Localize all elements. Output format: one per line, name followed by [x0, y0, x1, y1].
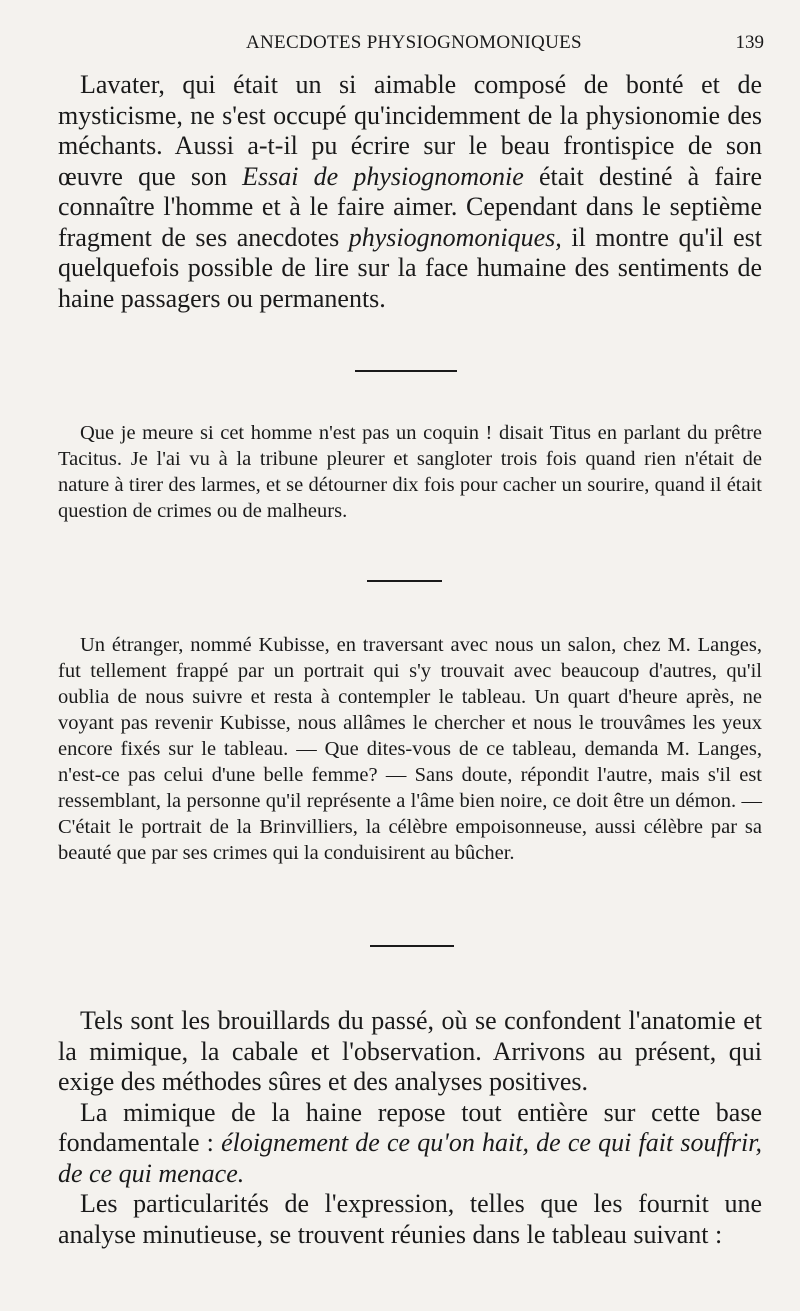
- anecdote-kubisse-block: [58, 632, 762, 866]
- anecdote-titus-block: [58, 420, 762, 524]
- intro-paragraph: [58, 70, 762, 314]
- mimique-text: La mimique de la haine repose tout entière sur cette base fondamentale :: [58, 1097, 762, 1157]
- page-number: 139: [735, 32, 764, 53]
- anecdote-titus: Que je meure si cet homme n'est pas un coquin ! disait Titus en parlant du prêtre Tacitus. Je l'ai vu à la tribune pleurer et sangloter trois fois quand rien n'était de nature à tirer des larmes, et se détourner dix fois pour cacher un sourire, quand il était question de crimes ou de malheurs.: [58, 422, 762, 522]
- section-divider: [367, 580, 442, 582]
- intro-text-3: il montre qu'il est quelquefois possible de lire sur la face humaine des sentiments de haine passagers ou permanents.: [58, 222, 762, 313]
- intro-text-1: Lavater, qui était un si aimable composé de bonté et de mysticisme, ne s'est occupé qu'incidemment de la physionomie des méchants. Aussi a-t-il pu écrire sur le beau frontispice de son œuvre que son: [58, 70, 762, 191]
- intro-paragraph-block: [58, 70, 762, 314]
- running-title: ANECDOTES PHYSIOGNOMONIQUES: [246, 32, 582, 53]
- paragraph-particularites: Les particularités de l'expression, telles que les fournit une analyse minutieuse, se trouvent réunies dans le tableau suivant :: [58, 1189, 762, 1249]
- section-divider: [355, 370, 457, 372]
- paragraph-mimique: [58, 1098, 762, 1190]
- intro-italic-word: physiognomoniques,: [348, 222, 562, 252]
- intro-text-2: était destiné à faire connaître l'homme et à le faire aimer. Cependant dans le septième fragment de ses anecdotes: [58, 161, 762, 252]
- paragraph-present: Tels sont les brouillards du passé, où se confondent l'anatomie et la mimique, la cabale et l'observation. Arrivons au présent, qui exige des méthodes sûres et des analyses positives.: [58, 1006, 762, 1096]
- anecdote-kubisse: Un étranger, nommé Kubisse, en traversant avec nous un salon, chez M. Langes, fut tellement frappé par un portrait qui s'y trouvait avec beaucoup d'autres, qu'il oublia de nous suivre et resta à contempler le tableau. Un quart d'heure après, ne voyant pas revenir Kubisse, nous allâmes le chercher et nous le trouvâmes les yeux encore fixés sur le tableau. — Que dites-vous de ce tableau, demanda M. Langes, n'est-ce pas celui d'une belle femme? — Sans doute, répondit l'autre, mais s'il est ressemblant, la personne qu'il représente a l'âme bien noire, ce doit être un démon. — C'était le portrait de la Brinvilliers, la célèbre empoisonneuse, aussi célèbre par sa beauté que par ses crimes qui la conduisirent au bûcher.: [58, 634, 762, 864]
- section-divider: [370, 945, 454, 947]
- running-head: [0, 32, 800, 60]
- intro-italic-title: Essai de physiognomonie: [242, 161, 524, 191]
- conclusion-block: [58, 1006, 762, 1250]
- mimique-italic: éloignement de ce qu'on hait, de ce qui fait souffrir, de ce qui menace.: [58, 1128, 762, 1188]
